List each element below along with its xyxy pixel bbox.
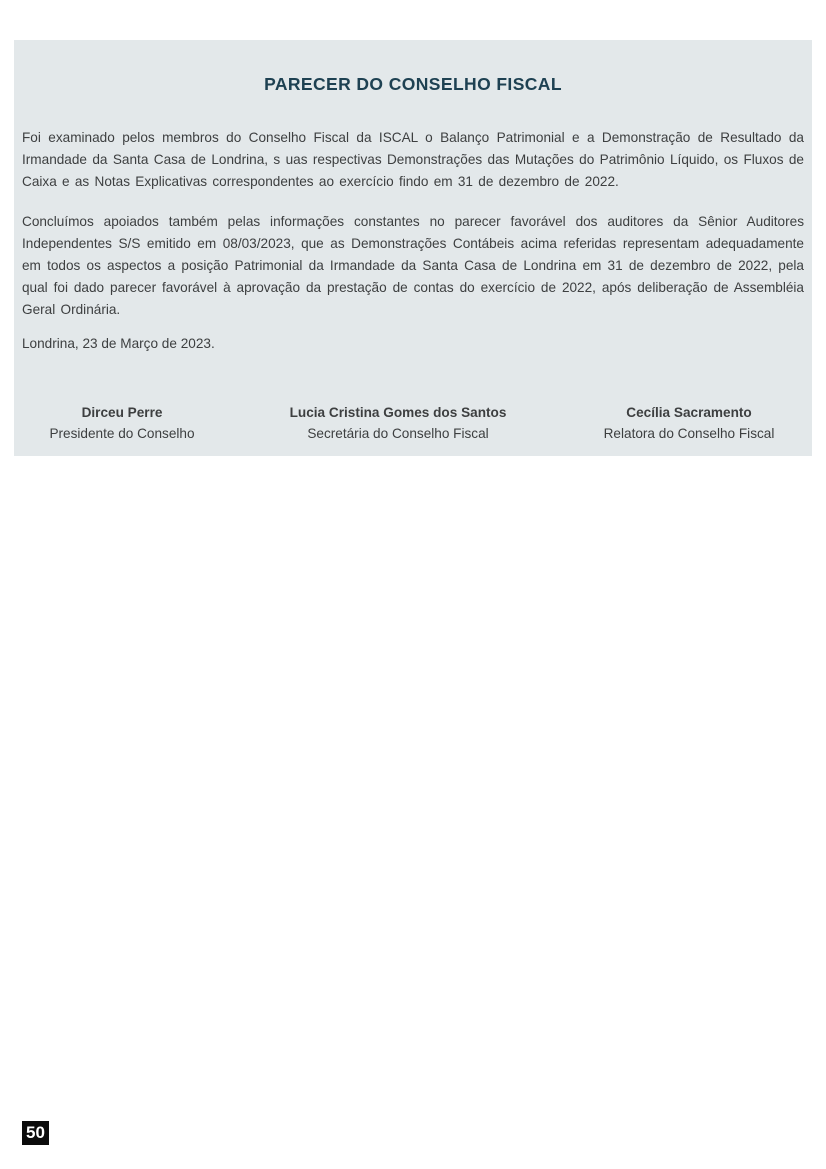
signatures-row (22, 402, 804, 444)
signature-block-president (22, 402, 222, 444)
opinion-paragraph-2: Concluímos apoiados também pelas informações constantes no parecer favorável dos auditores da Sênior Auditores Independentes S/S emitido em 08/03/2023, que as Demonstrações Contábeis acima referidas representam adequadamente em todos os aspectos a posição Patrimonial da Irmandade da Santa Casa de Londrina em 31 de dezembro de 2022, pela qual foi dado parecer favorável à aprovação da prestação de contas do exercício de 2022, após deliberação de Assembléia Geral Ordinária. (22, 214, 804, 317)
signature-name: Cecília Sacramento (626, 405, 752, 420)
signature-block-rapporteur (574, 402, 804, 444)
fiscal-council-opinion-panel (14, 40, 812, 456)
signature-name: Lucia Cristina Gomes dos Santos (289, 405, 507, 420)
page-number-badge: 50 (22, 1121, 49, 1145)
signature-block-secretary (248, 402, 548, 444)
opinion-paragraph-1: Foi examinado pelos membros do Conselho Fiscal da ISCAL o Balanço Patrimonial e a Demonstração de Resultado da Irmandade da Santa Casa de Londrina, s uas respectivas Demonstrações das Mutações do Patrimônio Líquido, os Fluxos de Caixa e as Notas Explicativas correspondentes ao exercício findo em 31 de dezembro de 2022. (22, 130, 804, 189)
date-place-line: Londrina, 23 de Março de 2023. (22, 336, 215, 351)
signature-role: Presidente do Conselho (49, 426, 195, 441)
page-title: PARECER DO CONSELHO FISCAL (264, 74, 562, 94)
signature-name: Dirceu Perre (81, 405, 163, 420)
signature-role: Secretária do Conselho Fiscal (307, 426, 489, 441)
signature-role: Relatora do Conselho Fiscal (603, 426, 775, 441)
